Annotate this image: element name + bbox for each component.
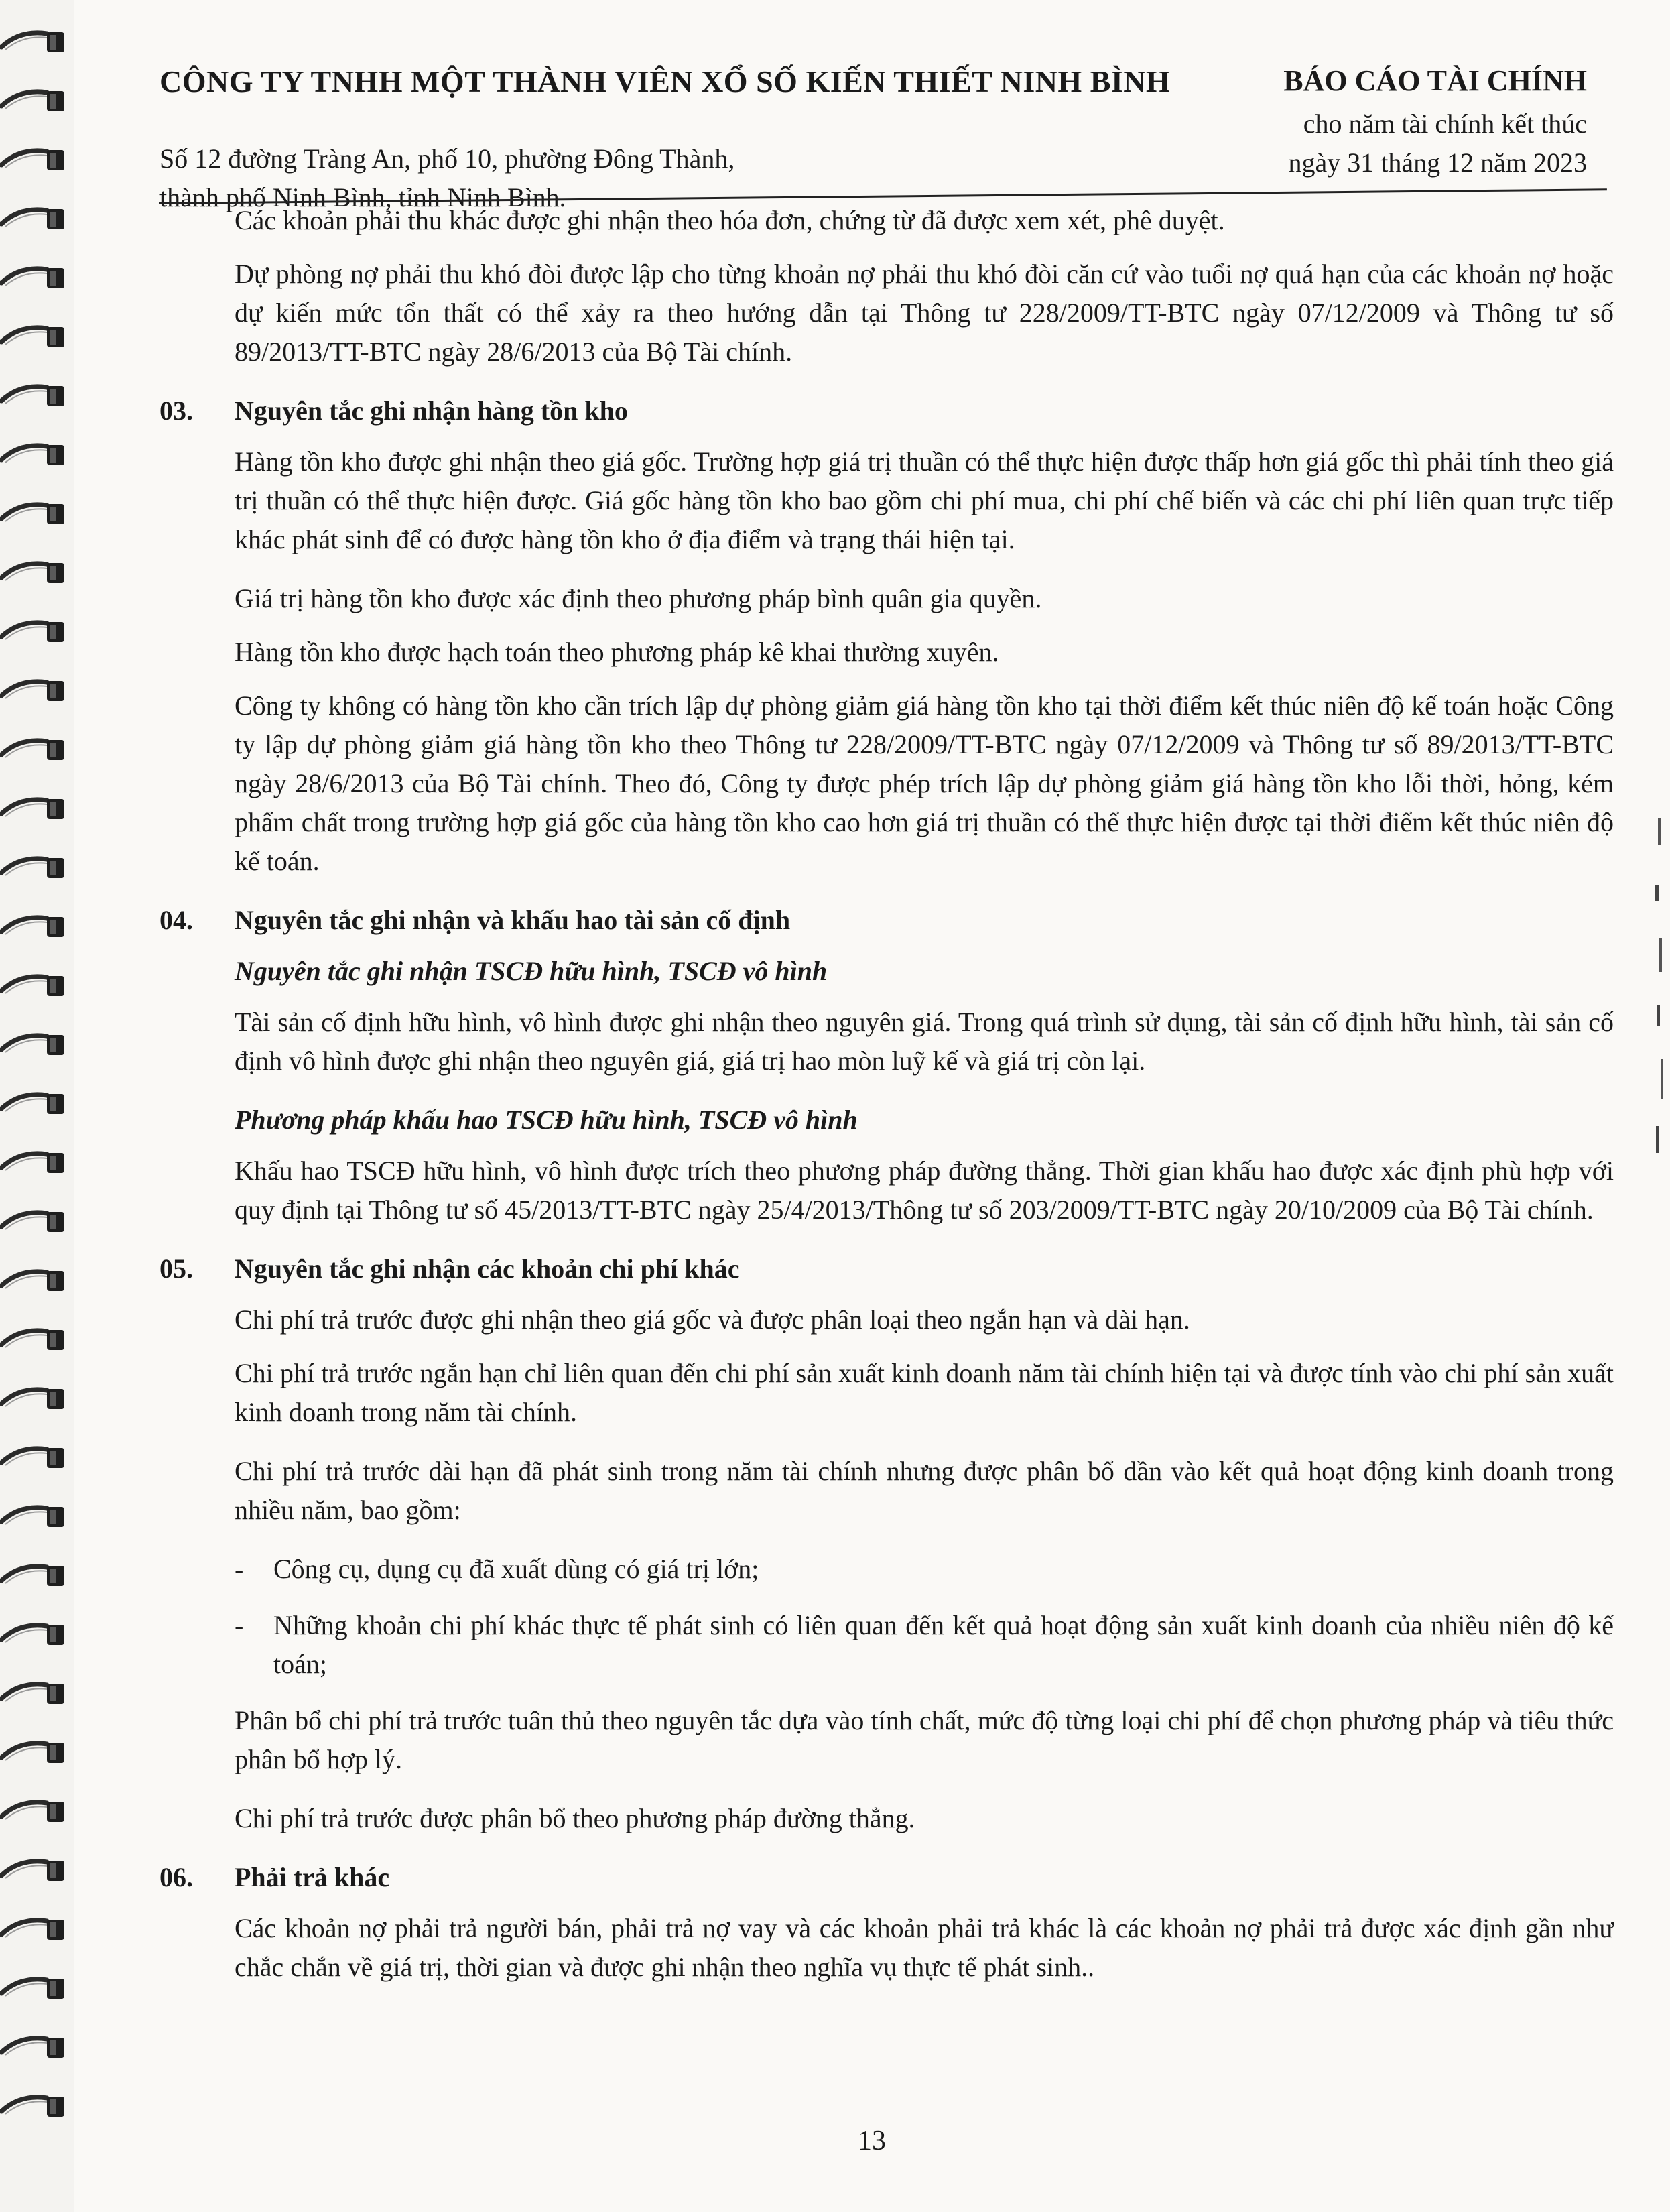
paragraph: Khấu hao TSCĐ hữu hình, vô hình được trích theo phương pháp đường thẳng. Thời gian khấu hao được xác định phù hợp với quy định tại Thông tư số 45/2013/TT-BTC ngày 25/4/2013/Thông tư số 203/2009/TT-BTC ngày 20/10/2009 của Bộ Tài chính. — [235, 1156, 1614, 1225]
binding-ring — [0, 794, 67, 824]
binding-ring — [0, 2032, 67, 2063]
section-title: Nguyên tắc ghi nhận các khoản chi phí khác — [235, 1253, 740, 1284]
company-address-line2: thành phố Ninh Bình, tỉnh Ninh Bình. — [159, 182, 566, 212]
section-title: Nguyên tắc ghi nhận và khấu hao tài sản cố định — [235, 905, 791, 935]
binding-ring — [0, 735, 67, 765]
bullet-dash: - — [235, 1610, 244, 1640]
paragraph: Tài sản cố định hữu hình, vô hình được ghi nhận theo nguyên giá. Trong quá trình sử dụng, tài sản cố định hữu hình, tài sản cố định vô hình được ghi nhận theo nguyên giá, giá trị hao mòn luỹ kế và giá trị còn lại. — [235, 1007, 1614, 1076]
binding-ring — [0, 1384, 67, 1414]
list-item-text: Công cụ, dụng cụ đã xuất dùng có giá trị lớn; — [273, 1554, 759, 1584]
binding-ring — [0, 1325, 67, 1355]
paragraph: Hàng tồn kho được hạch toán theo phương pháp kê khai thường xuyên. — [235, 637, 999, 667]
binding-ring — [0, 558, 67, 589]
binding-ring — [0, 381, 67, 412]
binding-ring — [0, 1442, 67, 1473]
subsection-heading: Phương pháp khấu hao TSCĐ hữu hình, TSCĐ vô hình — [235, 1105, 858, 1135]
section-number: 06. — [159, 1862, 193, 1892]
page-number: 13 — [858, 2126, 886, 2156]
report-period-line2: ngày 31 tháng 12 năm 2023 — [1288, 147, 1587, 178]
section-heading-04 — [159, 901, 1614, 940]
paragraph: Chi phí trả trước được ghi nhận theo giá gốc và được phân loại theo ngắn hạn và dài hạn. — [235, 1304, 1190, 1335]
report-period-line1: cho năm tài chính kết thúc — [1303, 109, 1587, 139]
binding-ring — [0, 1914, 67, 1945]
binding-ring — [0, 1266, 67, 1296]
binding-ring — [0, 86, 67, 117]
binding-ring — [0, 1855, 67, 1886]
paragraph: Chi phí trả trước dài hạn đã phát sinh trong năm tài chính nhưng được phân bổ dần vào kết quả hoạt động kinh doanh trong nhiều năm, bao gồm: — [235, 1456, 1614, 1525]
section-heading-05 — [159, 1249, 1614, 1288]
section-number: 03. — [159, 395, 193, 426]
document-body — [159, 201, 1614, 2007]
company-name: CÔNG TY TNHH MỘT THÀNH VIÊN XỔ SỐ KIẾN THIẾT NINH BÌNH — [159, 64, 1171, 99]
section-number: 05. — [159, 1253, 193, 1284]
subsection-heading: Nguyên tắc ghi nhận TSCĐ hữu hình, TSCĐ vô hình — [235, 956, 828, 986]
paragraph: Các khoản nợ phải trả người bán, phải trả nợ vay và các khoản phải trả khác là các khoản nợ phải trả được xác định gần như chắc chắn về giá trị, thời gian và được ghi nhận theo nghĩa vụ thực tế phát sinh.. — [235, 1913, 1614, 1982]
binding-ring — [0, 1678, 67, 1709]
binding-ring — [0, 912, 67, 942]
document-page — [74, 0, 1670, 2212]
paragraph: Hàng tồn kho được ghi nhận theo giá gốc. Trường hợp giá trị thuần có thể thực hiện được thấp hơn giá gốc thì phải tính theo giá trị thuần có thể thực hiện được. Giá gốc hàng tồn kho bao gồm chi phí mua, chi phí chế biến và các chi phí liên quan trực tiếp khác phát sinh để có được hàng tồn kho ở địa điểm và trạng thái hiện tại. — [235, 446, 1614, 554]
paragraph: Các khoản phải thu khác được ghi nhận theo hóa đơn, chứng từ đã được xem xét, phê duyệt. — [235, 205, 1225, 235]
list-item — [159, 1606, 1614, 1684]
binding-ring — [0, 1089, 67, 1119]
section-title: Nguyên tắc ghi nhận hàng tồn kho — [235, 395, 628, 426]
binding-ring — [0, 204, 67, 235]
list-item — [159, 1550, 1614, 1589]
binding-ring — [0, 1501, 67, 1532]
section-number: 04. — [159, 905, 193, 935]
binding-ring — [0, 853, 67, 883]
binding-ring — [0, 27, 67, 58]
company-address-line1: Số 12 đường Tràng An, phố 10, phường Đông Thành, — [159, 143, 735, 174]
bullet-dash: - — [235, 1554, 244, 1584]
binding-ring — [0, 617, 67, 648]
binding-ring — [0, 1619, 67, 1650]
list-item-text: Những khoản chi phí khác thực tế phát sinh có liên quan đến kết quả hoạt động sản xuất kinh doanh của nhiều niên độ kế toán; — [273, 1610, 1614, 1679]
report-title: BÁO CÁO TÀI CHÍNH — [1283, 64, 1587, 97]
binding-ring — [0, 145, 67, 176]
binding-ring — [0, 2091, 67, 2122]
binding-ring — [0, 1737, 67, 1768]
binding-ring — [0, 676, 67, 706]
spiral-binding — [0, 0, 74, 2212]
binding-ring — [0, 1030, 67, 1060]
binding-ring — [0, 1973, 67, 2004]
paragraph: Công ty không có hàng tồn kho cần trích lập dự phòng giảm giá hàng tồn kho tại thời điểm kết thúc niên độ kế toán hoặc Công ty lập dự phòng giảm giá hàng tồn kho theo Thông tư 228/2009/TT-BTC ngày 07/12/2009 và Thông tư số 89/2013/TT-BTC ngày 28/6/2013 của Bộ Tài chính. Theo đó, Công ty được phép trích lập dự phòng giảm giá hàng tồn kho lỗi thời, hỏng, kém phẩm chất trong trường hợp giá gốc của hàng tồn kho cao hơn giá trị thuần có thể thực hiện được tại thời điểm kết thúc niên độ kế toán. — [235, 690, 1614, 876]
binding-ring — [0, 1560, 67, 1591]
paragraph: Chi phí trả trước được phân bổ theo phương pháp đường thẳng. — [235, 1803, 915, 1833]
paragraph: Dự phòng nợ phải thu khó đòi được lập cho từng khoản nợ phải thu khó đòi căn cứ vào tuổi nợ quá hạn của các khoản nợ hoặc dự kiến mức tổn thất có thể xảy ra theo hướng dẫn tại Thông tư 228/2009/TT-BTC ngày 07/12/2009 và Thông tư số 89/2013/TT-BTC ngày 28/6/2013 của Bộ Tài chính. — [235, 259, 1614, 367]
binding-ring — [0, 1207, 67, 1237]
edge-bleed-marks — [1643, 804, 1670, 1180]
binding-ring — [0, 440, 67, 471]
binding-ring — [0, 322, 67, 353]
paragraph: Phân bổ chi phí trả trước tuân thủ theo nguyên tắc dựa vào tính chất, mức độ từng loại chi phí để chọn phương pháp và tiêu thức phân bổ hợp lý. — [235, 1705, 1614, 1774]
section-heading-03 — [159, 391, 1614, 430]
section-heading-06 — [159, 1858, 1614, 1897]
paragraph: Chi phí trả trước ngắn hạn chỉ liên quan đến chi phí sản xuất kinh doanh năm tài chính hiện tại và được tính vào chi phí sản xuất kinh doanh trong năm tài chính. — [235, 1358, 1614, 1427]
binding-ring — [0, 499, 67, 530]
paragraph: Giá trị hàng tồn kho được xác định theo phương pháp bình quân gia quyền. — [235, 583, 1042, 613]
binding-ring — [0, 1148, 67, 1178]
section-title: Phải trả khác — [235, 1862, 390, 1892]
binding-ring — [0, 1796, 67, 1827]
binding-ring — [0, 971, 67, 1001]
binding-ring — [0, 263, 67, 294]
